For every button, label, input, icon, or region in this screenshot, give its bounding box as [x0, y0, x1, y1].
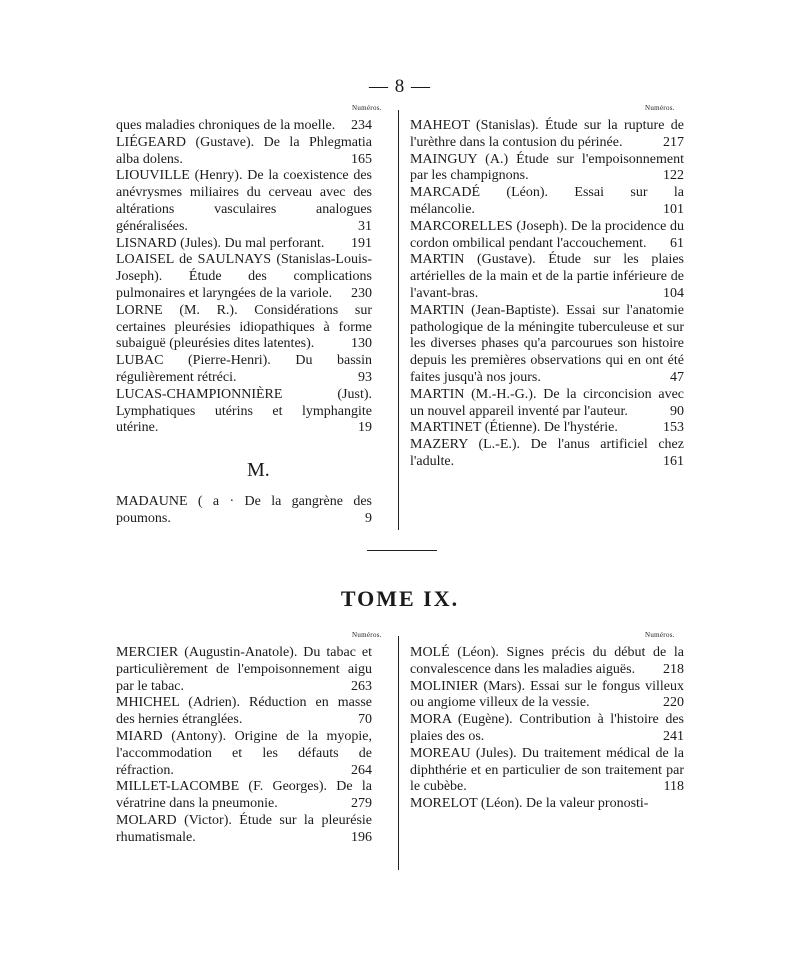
entry-text: MORA (Eugène). Contribution à l'histoire des plaies des os. [410, 712, 684, 744]
index-entry [410, 645, 684, 679]
numeros-header-left-2: Numéros. [352, 631, 382, 639]
section-divider-rule [367, 550, 437, 551]
entry-number: 104 [659, 286, 684, 303]
index-column-bottom-right [410, 645, 684, 813]
entry-text: MHICHEL (Adrien). Réduction en masse des hernies étranglées. [116, 695, 372, 728]
index-entry [410, 746, 684, 796]
entry-number: 130 [347, 336, 372, 353]
index-entry [116, 118, 372, 135]
entry-number: 279 [347, 796, 372, 813]
entry-number: 230 [347, 286, 372, 303]
index-entry [116, 135, 372, 169]
entry-text: LUCAS-CHAMPIONNIÈRE (Just). Lymphatiques utérins et lymphangite utérine. [116, 386, 372, 436]
entry-text: LOAISEL de SAULNAYS (Stanislas-Louis-Joseph). Étude des complications pulmonaires et laryngées de la variole. [116, 252, 372, 301]
index-entry [410, 712, 684, 746]
index-column-top-left-m [116, 494, 372, 528]
entry-text: MOLARD (Victor). Étude sur la pleurésie rhumatismale. [116, 812, 372, 845]
index-entry [116, 303, 372, 353]
entry-text: MORELOT (Léon). De la valeur pronosti- [410, 796, 649, 812]
entry-text: MARCADÉ (Léon). Essai sur la mélancolie. [410, 185, 684, 217]
entry-number: 31 [354, 219, 372, 236]
numeros-header-left: Numéros. [352, 104, 382, 112]
entry-number: 61 [666, 236, 684, 253]
page-number: — 8 — [369, 76, 431, 97]
index-entry [116, 779, 372, 813]
index-entry [116, 252, 372, 302]
entry-text: LORNE (M. R.). Considérations sur certaines pleurésies idiopathiques à forme subaiguë (pleurésies dites latentes). [116, 302, 372, 352]
entry-text: LUBAC (Pierre-Henri). Du bassin régulièrement rétréci. [116, 353, 372, 385]
entry-text: MOREAU (Jules). Du traitement médical de la diphthérie et en particulier de son traitement par le cubèbe. [410, 745, 684, 795]
entry-number: 70 [354, 712, 372, 729]
entry-text: MERCIER (Augustin-Anatole). Du tabac et particulièrement de l'empoisonnement aigu par le tabac. [116, 645, 372, 694]
entry-number: 263 [347, 679, 372, 696]
entry-number: 122 [659, 168, 684, 185]
index-column-top-left [116, 118, 372, 437]
index-entry [116, 387, 372, 437]
entry-text: MARCORELLES (Joseph). De la procidence du cordon ombilical pendant l'accouchement. [410, 218, 684, 251]
entry-text: MARTINET (Étienne). De l'hystérie. [410, 420, 618, 436]
entry-number: 234 [347, 118, 372, 135]
index-column-top-right [410, 118, 684, 471]
column-divider-bottom [398, 636, 399, 870]
entry-text: MILLET-LACOMBE (F. Georges). De la vératrine dans la pneumonie. [116, 779, 372, 812]
entry-number: 218 [659, 662, 684, 679]
entry-text: MAINGUY (A.) Étude sur l'empoisonnement par les champignons. [410, 151, 684, 184]
entry-text: MAZERY (L.-E.). De l'anus artificiel chez l'adulte. [410, 437, 684, 469]
entry-text: MOLÉ (Léon). Signes précis du début de la convalescence dans les maladies aiguës. [410, 645, 684, 677]
section-letter: M. [247, 459, 270, 481]
entry-number: 264 [347, 763, 372, 780]
entry-text: MIARD (Antony). Origine de la myopie, l'accommodation et les défauts de réfraction. [116, 728, 372, 778]
entry-text: MARTIN (Jean-Baptiste). Essai sur l'anatomie pathologique de la méningite tuberculeuse et sur les diverses phases qu'a parcourues son histoire depuis les premières observations qui en ont été faites jusqu'à nos jours. [410, 302, 684, 385]
index-entry [410, 796, 684, 813]
entry-number: 90 [666, 404, 684, 421]
index-entry [116, 236, 372, 253]
index-entry [410, 387, 684, 421]
index-entry [410, 303, 684, 387]
index-entry [116, 353, 372, 387]
index-entry [116, 645, 372, 695]
entry-number: 118 [660, 779, 684, 796]
entry-text: LISNARD (Jules). Du mal perforant. [116, 235, 325, 251]
entry-text: LIÉGEARD (Gustave). De la Phlegmatia alba dolens. [116, 134, 372, 167]
entry-number: 153 [659, 420, 684, 437]
index-entry [410, 679, 684, 713]
entry-text: MOLINIER (Mars). Essai sur le fongus villeux ou angiome villeux de la vessie. [410, 678, 684, 711]
entry-number: 47 [666, 370, 684, 387]
entry-number: 165 [347, 152, 372, 169]
index-entry [410, 420, 684, 437]
index-entry [410, 252, 684, 302]
index-entry [116, 729, 372, 779]
index-entry [116, 695, 372, 729]
entry-number: 9 [361, 511, 372, 528]
entry-number: 19 [354, 420, 372, 437]
index-column-bottom-left [116, 645, 372, 847]
entry-number: 101 [659, 202, 684, 219]
numeros-header-right: Numéros. [645, 104, 675, 112]
index-entry [410, 219, 684, 253]
entry-number: 196 [347, 830, 372, 847]
entry-number: 93 [354, 370, 372, 387]
entry-text: MARTIN (M.-H.-G.). De la circoncision avec un nouvel appareil inventé par l'auteur. [410, 386, 684, 419]
entry-number: 161 [659, 454, 684, 471]
entry-text: LIOUVILLE (Henry). De la coexistence des anévrysmes miliaires du cerveau avec des altérations vasculaires analogues généralisées. [116, 168, 372, 234]
entry-text: MAHEOT (Stanislas). Étude sur la rupture de l'urèthre dans la contusion du périnée. [410, 118, 684, 150]
entry-number: 191 [347, 236, 372, 253]
entry-number: 220 [659, 695, 684, 712]
entry-text: MARTIN (Gustave). Étude sur les plaies artérielles de la main et de la partie inférieure de l'avant-bras. [410, 252, 684, 301]
index-entry [410, 185, 684, 219]
index-entry [116, 168, 372, 235]
index-entry [116, 813, 372, 847]
index-entry [116, 494, 372, 528]
column-divider-top [398, 110, 399, 530]
index-entry [410, 152, 684, 186]
numeros-header-right-2: Numéros. [645, 631, 675, 639]
index-entry [410, 118, 684, 152]
tome-title: TOME IX. [340, 586, 460, 611]
entry-text: MADAUNE ( a · De la gangrène des poumons. [116, 494, 372, 526]
entry-text: ques maladies chroniques de la moelle. [116, 118, 336, 133]
entry-number: 241 [659, 729, 684, 746]
index-entry [410, 437, 684, 471]
entry-number: 217 [659, 135, 684, 152]
